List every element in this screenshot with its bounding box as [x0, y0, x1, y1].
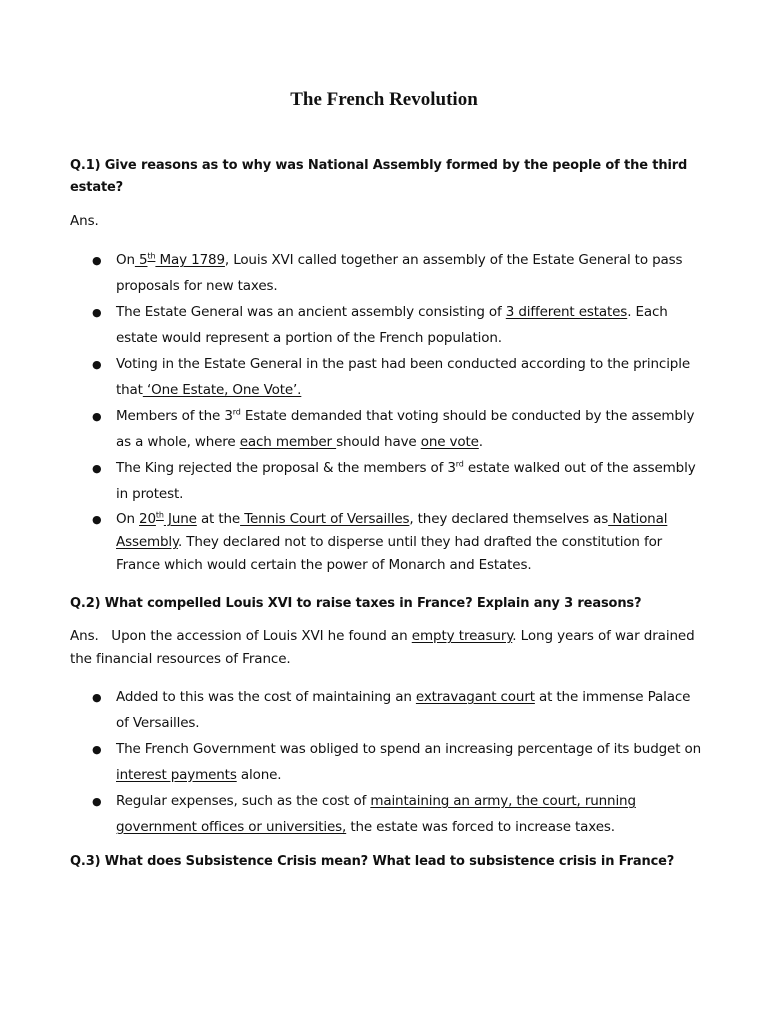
- question-1: Q.1) Give reasons as to why was National Assembly formed by the people of the third estate?: [70, 158, 688, 195]
- list-item: ● On 5th May 1789, Louis XVI called together an assembly of the Estate General to pass proposals for new taxes.: [0, 248, 768, 299]
- bullet-icon: ●: [92, 513, 102, 526]
- list-item: ● On 20th June at the Tennis Court of Versailles, they declared themselves as National Assembly. They declared not to disperse until they had drafted the constitution for France which would certain the power of Monarch and Estates.: [0, 508, 768, 577]
- bullet-icon: ●: [92, 358, 102, 371]
- list-item: ● The King rejected the proposal & the members of 3rd estate walked out of the assembly in protest.: [0, 456, 768, 507]
- answer-1-list: [0, 248, 768, 578]
- bullet-icon: ●: [92, 306, 102, 319]
- answer-1-label: Ans.: [70, 213, 99, 229]
- answer-2-list: [0, 685, 768, 841]
- question-3: Q.3) What does Subsistence Crisis mean? What lead to subsistence crisis in France?: [70, 854, 675, 869]
- list-item: ● Voting in the Estate General in the past had been conducted according to the principle that ‘One Estate, One Vote’.: [0, 352, 768, 403]
- bullet-icon: ●: [92, 691, 102, 704]
- list-item: ● The French Government was obliged to spend an increasing percentage of its budget on interest payments alone.: [0, 737, 768, 788]
- bullet-icon: ●: [92, 795, 102, 808]
- list-item: ● Regular expenses, such as the cost of maintaining an army, the court, running government offices or universities, the estate was forced to increase taxes.: [0, 789, 768, 840]
- bullet-icon: ●: [92, 462, 102, 475]
- page-title: The French Revolution: [290, 89, 478, 110]
- bullet-icon: ●: [92, 254, 102, 267]
- list-item: ● Added to this was the cost of maintaining an extravagant court at the immense Palace of Versailles.: [0, 685, 768, 736]
- question-2: Q.2) What compelled Louis XVI to raise taxes in France? Explain any 3 reasons?: [70, 596, 642, 611]
- list-item: ● Members of the 3rd Estate demanded that voting should be conducted by the assembly as a whole, where each member should have one vote.: [0, 404, 768, 455]
- bullet-icon: ●: [92, 410, 102, 423]
- answer-2-intro: Ans. Upon the accession of Louis XVI he found an empty treasury. Long years of war drained the financial resources of France.: [70, 628, 695, 667]
- bullet-icon: ●: [92, 743, 102, 756]
- list-item: ● The Estate General was an ancient assembly consisting of 3 different estates. Each estate would represent a portion of the French population.: [0, 300, 768, 351]
